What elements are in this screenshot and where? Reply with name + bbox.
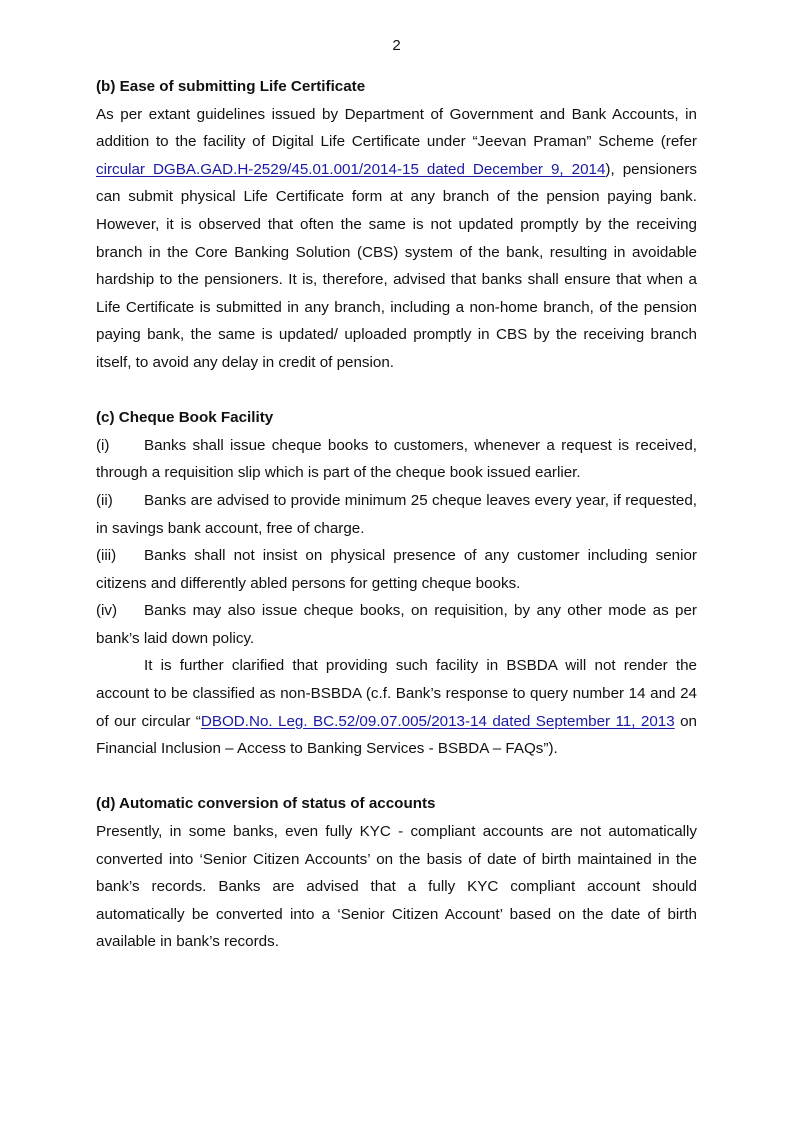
item-number: (iv) bbox=[96, 602, 118, 620]
page-number: 2 bbox=[392, 37, 401, 54]
paragraph-text: ), pensioners can submit physical Life Certificate form at any branch of the pension paying bank. However, it is observed that often the same is not updated promptly by the receiving branch in the Core Banking Solution (CBS) system of the bank, resulting in avoidable hardship to the pensioners. It is, therefore, advised that banks shall ensure that when a Life Certificate is submitted in any branch, including a non-home branch, of the pension paying bank, the same is updated/ uploaded promptly in CBS by the receiving branch itself, to avoid any delay in credit of pension. bbox=[96, 160, 697, 371]
item-text: Banks shall not insist on physical presence of any customer including senior citizens and differently abled persons for getting cheque books. bbox=[96, 547, 697, 592]
section-c-cheque-book bbox=[96, 404, 697, 763]
item-text: Banks may also issue cheque books, on requisition, by any other mode as per bank’s laid down policy. bbox=[96, 602, 697, 647]
section-heading: (d) Automatic conversion of status of accounts bbox=[96, 795, 436, 813]
list-item bbox=[96, 487, 697, 542]
item-number: (iii) bbox=[96, 547, 117, 565]
clarification-paragraph bbox=[96, 652, 697, 762]
section-paragraph bbox=[96, 101, 697, 377]
list-item bbox=[96, 542, 697, 597]
section-b-life-certificate bbox=[96, 73, 697, 377]
paragraph-text: As per extant guidelines issued by Department of Government and Bank Accounts, in addition to the facility of Digital Life Certificate under “Jeevan Praman” Scheme (refer bbox=[96, 105, 697, 151]
list-item bbox=[96, 597, 697, 652]
item-number: (ii) bbox=[96, 491, 113, 509]
section-d-automatic-conversion bbox=[96, 790, 697, 956]
spacer bbox=[96, 377, 697, 405]
item-text: Banks are advised to provide minimum 25 cheque leaves every year, if requested, in savings bank account, free of charge. bbox=[96, 491, 697, 537]
list-item bbox=[96, 432, 697, 487]
spacer bbox=[96, 763, 697, 791]
section-paragraph: Presently, in some banks, even fully KYC - compliant accounts are not automatically converted into ‘Senior Citizen Accounts’ on the basis of date of birth maintained in the bank’s records. Banks are advised that a fully KYC compliant account should automatically be converted into a ‘Senior Citizen Account’ based on the date of birth available in bank’s records. bbox=[96, 823, 697, 951]
paragraph-text: It is further clarified that providing such facility in BSBDA will not render the account to be classified as non-BSBDA (c.f. Bank’s response to query number 14 and 24 of our circular “ bbox=[96, 657, 697, 730]
section-heading: (b) Ease of submitting Life Certificate bbox=[96, 78, 366, 95]
item-text: Banks shall issue cheque books to customers, whenever a request is received, through a requisition slip which is part of the cheque book issued earlier. bbox=[96, 436, 697, 482]
circular-dbod-link[interactable]: DBOD.No. Leg. BC.52/09.07.005/2013-14 dated September 11, 2013 bbox=[200, 712, 675, 730]
circular-dgba-link[interactable]: circular DGBA.GAD.H-2529/45.01.001/2014-15 dated December 9, 2014 bbox=[96, 160, 606, 178]
paragraph-text: on Financial Inclusion – Access to Banking Services - BSBDA – FAQs”). bbox=[96, 712, 697, 758]
section-heading: (c) Cheque Book Facility bbox=[96, 409, 274, 427]
document-body bbox=[96, 73, 697, 956]
item-number: (i) bbox=[96, 436, 110, 454]
